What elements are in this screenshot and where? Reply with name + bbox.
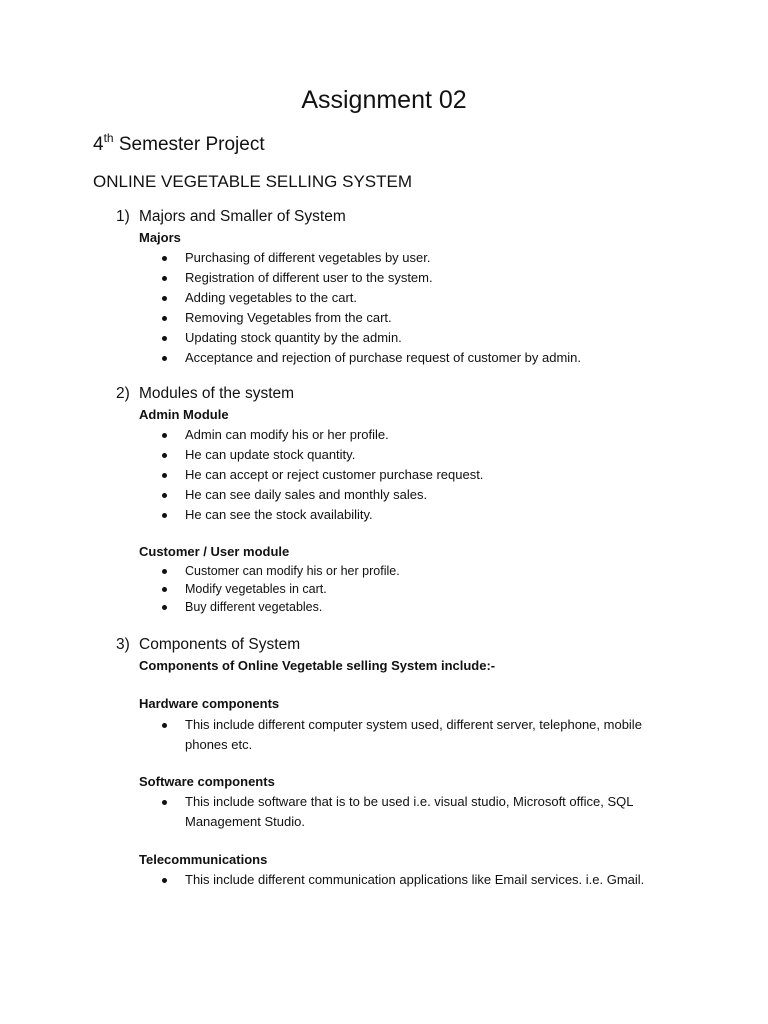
semester-heading [93, 131, 265, 156]
project-name: ONLINE VEGETABLE SELLING SYSTEM [93, 172, 413, 191]
section-number: 2) [116, 385, 130, 402]
bullet-icon [162, 493, 167, 498]
bullet-icon [162, 276, 167, 281]
list-item: Customer can modify his or her profile. [139, 562, 400, 580]
admin-module-label: Admin Module [139, 407, 229, 422]
list-item: Admin can modify his or her profile. [139, 425, 483, 445]
section-title: Majors and Smaller of System [139, 208, 346, 225]
bullet-icon [162, 723, 167, 728]
telecom-list [139, 870, 675, 890]
list-item: Purchasing of different vegetables by user. [139, 248, 581, 268]
majors-label: Majors [139, 230, 181, 245]
list-item: Modify vegetables in cart. [139, 580, 400, 598]
bullet-icon [162, 336, 167, 341]
telecom-label: Telecommunications [139, 852, 268, 867]
bullet-icon [162, 878, 167, 883]
bullet-icon [162, 569, 167, 574]
bullet-icon [162, 356, 167, 361]
list-item: This include software that is to be used i.e. visual studio, Microsoft office, SQL Management Studio. [139, 792, 675, 832]
bullet-icon [162, 473, 167, 478]
bullet-icon [162, 453, 167, 458]
section-number: 1) [116, 208, 130, 225]
bullet-icon [162, 800, 167, 805]
list-item: He can update stock quantity. [139, 445, 483, 465]
semester-number: 4 [93, 134, 104, 155]
list-item: Acceptance and rejection of purchase request of customer by admin. [139, 348, 581, 368]
list-item: Removing Vegetables from the cart. [139, 308, 581, 328]
bullet-icon [162, 296, 167, 301]
section-3-heading [116, 636, 300, 654]
software-label: Software components [139, 774, 275, 789]
majors-list [139, 248, 581, 368]
software-list [139, 792, 675, 832]
bullet-icon [162, 433, 167, 438]
list-item: He can accept or reject customer purchase request. [139, 465, 483, 485]
list-item: This include different computer system used, different server, telephone, mobile phones etc. [139, 715, 675, 755]
list-item: He can see daily sales and monthly sales. [139, 485, 483, 505]
section-title: Components of System [139, 636, 301, 653]
section-2-heading [116, 385, 294, 403]
bullet-icon [162, 587, 167, 592]
semester-label: Semester Project [113, 134, 265, 155]
bullet-icon [162, 605, 167, 610]
bullet-icon [162, 513, 167, 518]
bullet-icon [162, 316, 167, 321]
list-item: This include different communication applications like Email services. i.e. Gmail. [139, 870, 675, 890]
list-item: Registration of different user to the system. [139, 268, 581, 288]
customer-module-label: Customer / User module [139, 544, 290, 559]
section-number: 3) [116, 636, 130, 653]
section-title: Modules of the system [139, 385, 295, 402]
list-item: Updating stock quantity by the admin. [139, 328, 581, 348]
section-1-heading [116, 208, 346, 226]
admin-module-list [139, 425, 483, 525]
list-item: Adding vegetables to the cart. [139, 288, 581, 308]
bullet-icon [162, 256, 167, 261]
hardware-label: Hardware components [139, 696, 280, 711]
list-item: He can see the stock availability. [139, 505, 483, 525]
customer-module-list [139, 562, 400, 616]
hardware-list [139, 715, 675, 755]
semester-ordinal: th [103, 131, 114, 145]
components-intro: Components of Online Vegetable selling System include:- [139, 658, 496, 673]
list-item: Buy different vegetables. [139, 598, 400, 616]
document-title: Assignment 02 [301, 86, 467, 114]
